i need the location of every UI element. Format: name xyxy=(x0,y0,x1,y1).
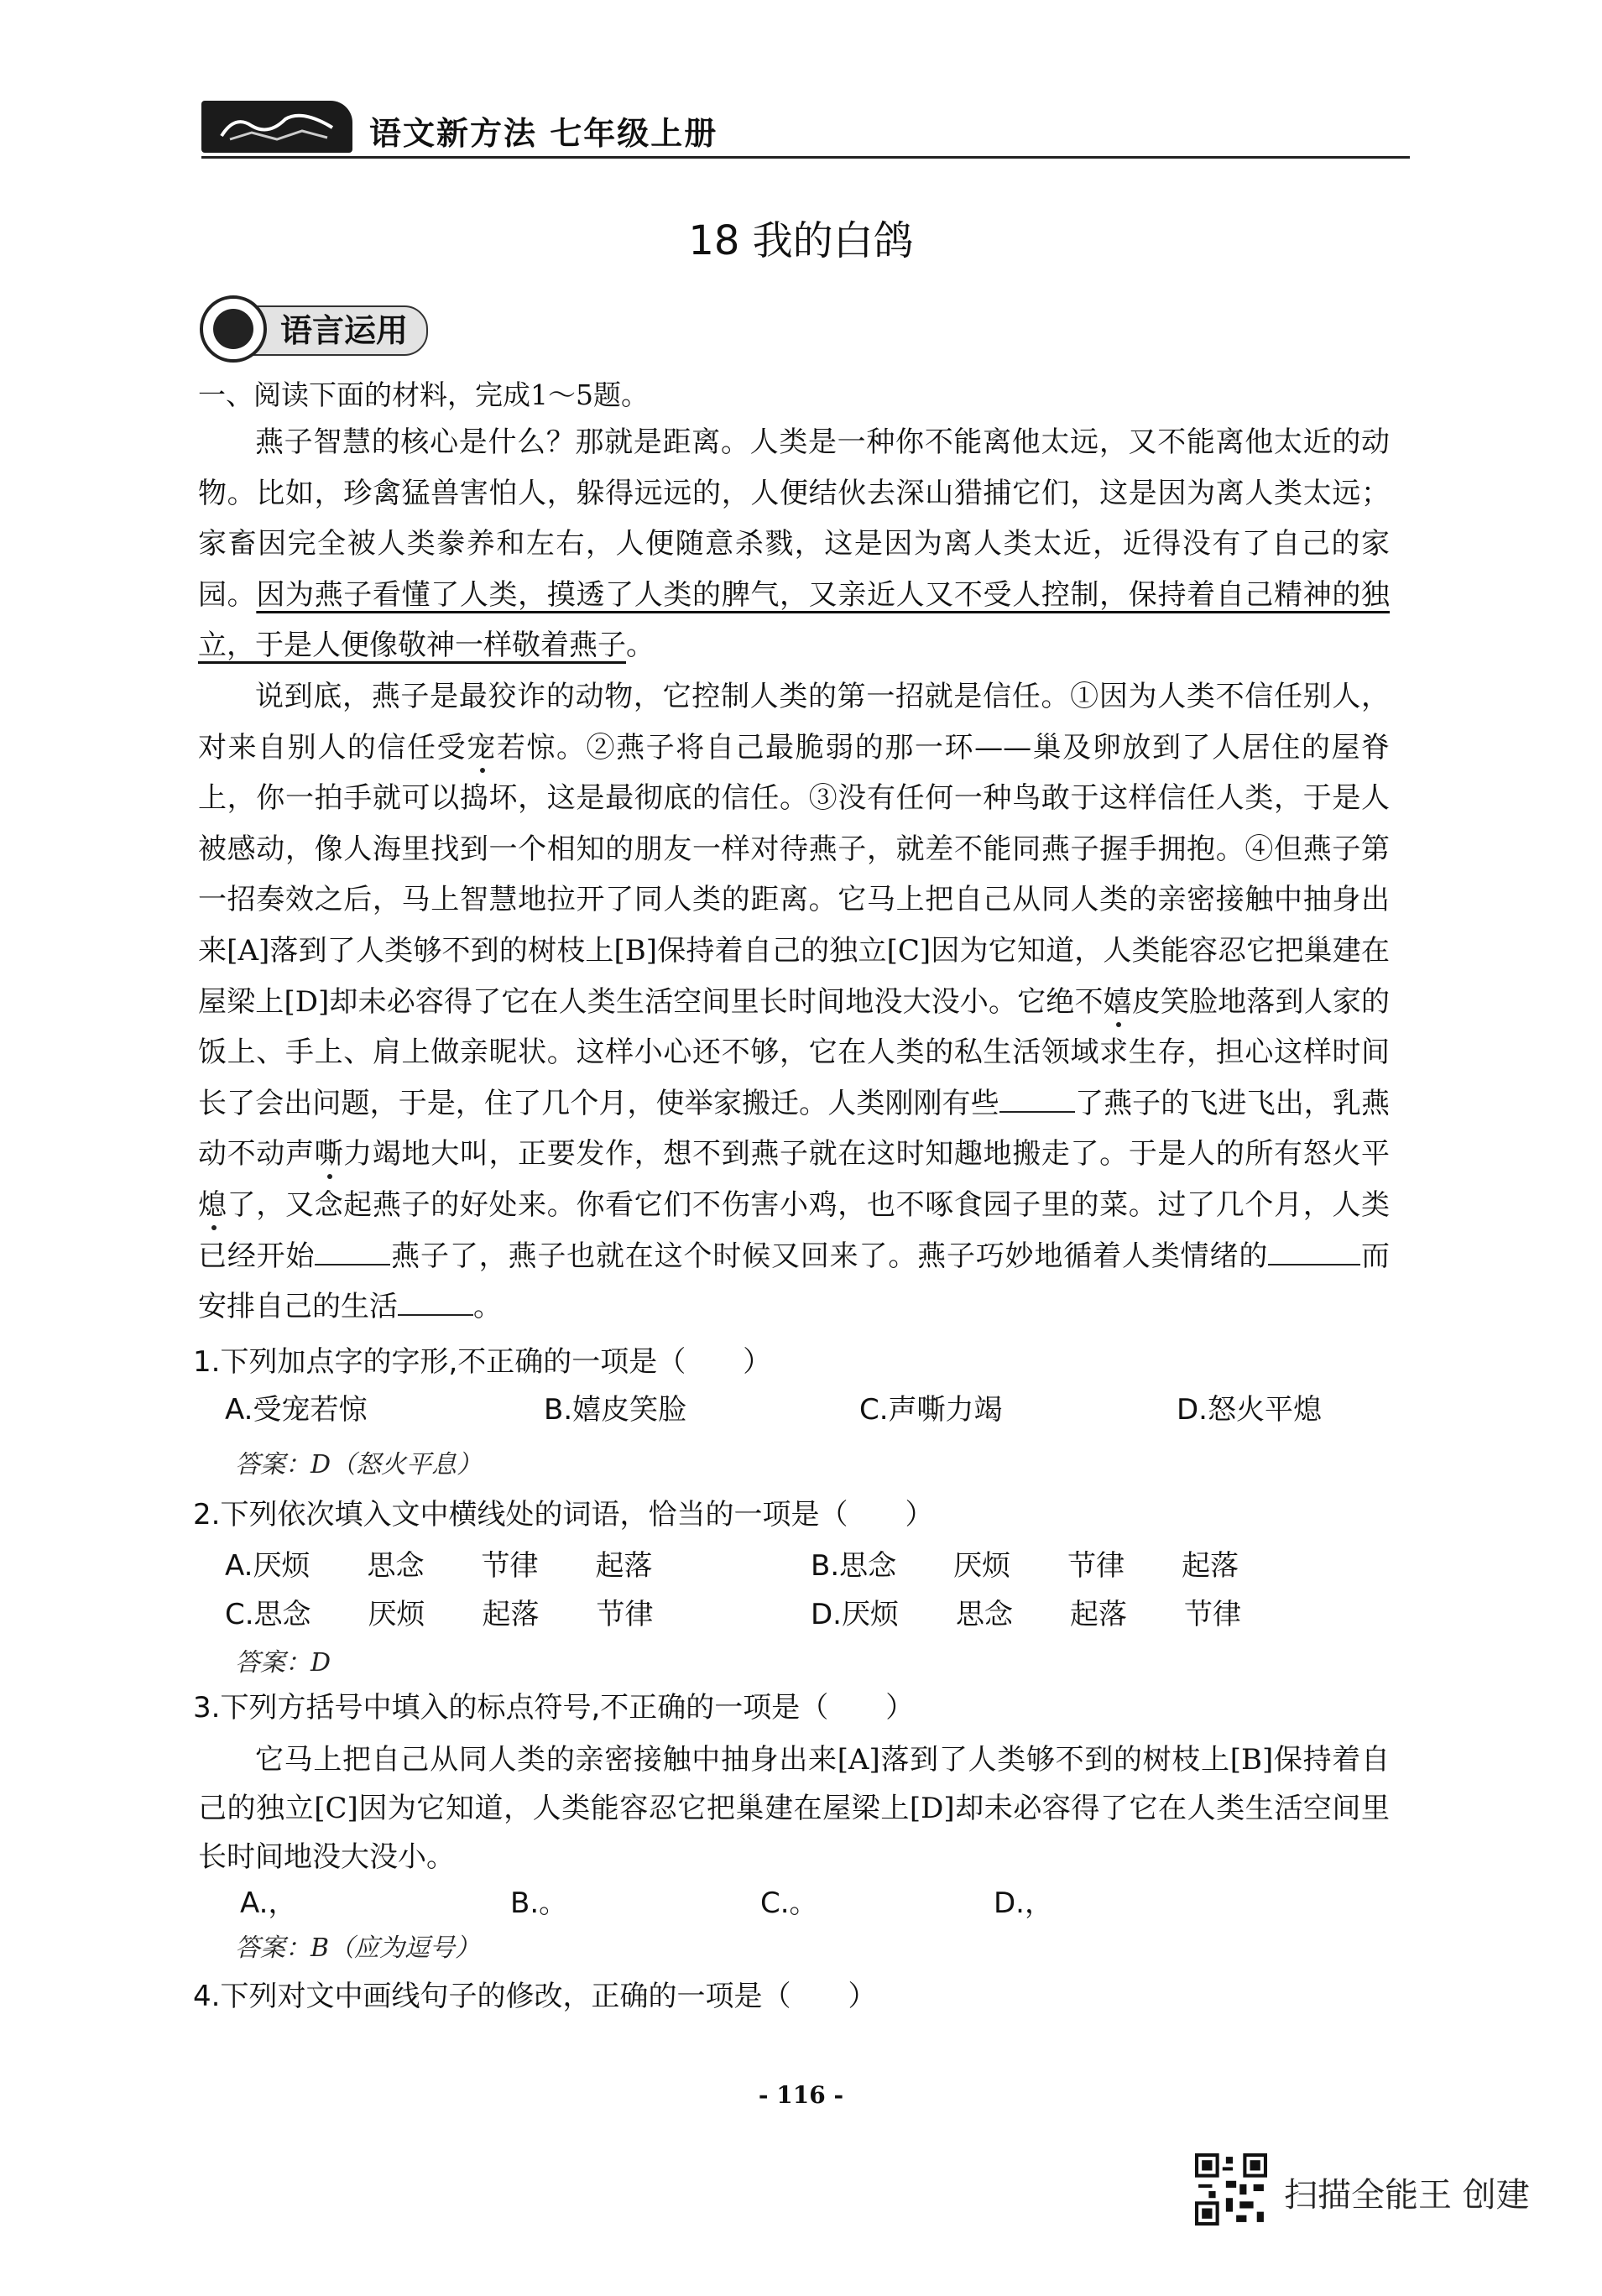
dotted-char: 嘶 xyxy=(314,1137,344,1171)
q3-quote: 它马上把自己从同人类的亲密接触中抽身出来[A]落到了人类够不到的树枝上[B]保持着自己的独立[C]因为它知道，人类能容忍它把巢建在屋梁上[D]却未必容得了它在人类生活空间里长时间地没大没小。 xyxy=(198,1743,1390,1874)
q1-answer: 答案：D（怒火平息） xyxy=(235,1450,483,1479)
q1-option-b: B.嬉皮笑脸 xyxy=(544,1393,687,1427)
q2-option-b: B.思念 厌烦 节律 起落 xyxy=(811,1549,1239,1583)
q3-option-d: D.， xyxy=(994,1886,1053,1920)
q1-option-d: D.怒火平熄 xyxy=(1177,1393,1322,1427)
q3-answer: 答案：B（应为逗号） xyxy=(235,1933,481,1963)
q3-option-c: C.。 xyxy=(760,1886,818,1920)
section-badge-icon xyxy=(200,295,267,363)
q3-option-a: A.， xyxy=(240,1886,297,1920)
blank-1 xyxy=(999,1086,1075,1113)
passage-paragraph-1: 燕子智慧的核心是什么？那就是距离。人类是一种你不能离他太远，又不能离他太近的动物。比如，珍禽猛兽害怕人，躲得远远的，人便结伙去深山猎捕它们，这是因为离人类太远；家畜因完全被人类豢养和左右，人便随意杀戮，这是因为离人类太近，近得没有了自己的家园。因为燕子看懂了人类，摸透了人类的脾气，又亲近人又不受人控制，保持着自己精神的独立，于是人便像敬神一样敬着燕子。 xyxy=(198,425,1391,663)
q3-option-b: B.。 xyxy=(510,1886,568,1920)
passage-paragraph-2: 说到底，燕子是最狡诈的动物，它控制人类的第一招就是信任。①因为人类不信任别人，对来自别人的信任受宠若惊。②燕子将自己最脆弱的那一环——巢及卵放到了人居住的屋脊上，你一拍手就可以捣坏，这是最彻底的信任。③没有任何一种鸟敢于这样信任人类，于是人被感动，像人海里找到一个相知的朋友一样对待燕子，就差不能同燕子握手拥抱。④但燕子第一招奏效之后，马上智慧地拉开了同人类的距离。它马上把自己从同人类的亲密接触中抽身出来[A]落到了人类够不到的树枝上[B]保持着自己的独立[C]因为它知道，人类能容忍它把巢建在屋梁上[D]却未必容得了它在人类生活空间里长时间地没大没小。它绝不嬉皮笑脸地落到人家的饭上、手上、肩上做亲昵状。这样小心还不够，它在人类的私生活领域求生存，担心这样时间长了会出问题，于是，住了几个月，使举家搬迁。人类刚刚有些 了燕子的飞进飞出，乳燕动不动声嘶力竭地大叫，正要发作，想不到燕子就在这时知趣地搬走了。于是人的所有怒火平熄了，又念起燕子的好处来。你看它们不伤害小鸡，也不啄食园子里的菜。过了几个月，人类已经开始 燕子了，燕子也就在这个时候又回来了。燕子巧妙地循着人类情绪的 而安排自己的生活 。 xyxy=(198,679,1391,1324)
header-rule xyxy=(201,156,1410,159)
underlined-sentence: 因为燕子看懂了人类，摸透了人类的脾气，又亲近人又不受人控制，保持着自己精神的独立，于是人便像敬神一样敬着燕子 xyxy=(198,577,1391,663)
question-3-stem: 3.下列方括号中填入的标点符号,不正确的一项是（ ） xyxy=(193,1691,915,1725)
dotted-char: 宠 xyxy=(467,730,497,764)
q2-answer: 答案：D xyxy=(235,1648,331,1678)
book-logo xyxy=(201,101,352,153)
q1-option-c: C.声嘶力竭 xyxy=(859,1393,1003,1427)
blank-4 xyxy=(398,1289,473,1316)
instruction: 一、阅读下面的材料，完成1～5题。 xyxy=(198,378,649,411)
question-2-stem: 2.下列依次填入文中横线处的词语，恰当的一项是（ ） xyxy=(193,1498,934,1532)
page-number: - 116 - xyxy=(758,2081,844,2109)
q2-option-d: D.厌烦 思念 起落 节律 xyxy=(811,1598,1241,1631)
lesson-title: 18 我的白鸽 xyxy=(688,217,914,264)
blank-3 xyxy=(1268,1239,1360,1265)
blank-2 xyxy=(315,1239,390,1265)
q1-option-a: A.受宠若惊 xyxy=(225,1393,368,1427)
watermark-text: 扫描全能王 创建 xyxy=(1284,2176,1530,2215)
dotted-char: 嬉 xyxy=(1103,984,1132,1019)
logo-icon xyxy=(218,111,336,144)
q2-option-a: A.厌烦 思念 节律 起落 xyxy=(225,1549,653,1583)
reading-passage xyxy=(198,417,1390,1333)
book-title: 语文新方法 七年级上册 xyxy=(369,115,718,152)
question-4-stem: 4.下列对文中画线句子的修改，正确的一项是（ ） xyxy=(193,1980,877,2013)
dotted-char: 熄 xyxy=(198,1187,227,1222)
question-1-stem: 1.下列加点字的字形,不正确的一项是（ ） xyxy=(193,1345,772,1379)
qr-code-icon xyxy=(1195,2153,1267,2226)
scanner-watermark xyxy=(1195,2153,1598,2229)
section-label: 语言运用 xyxy=(253,305,428,356)
section-heading xyxy=(200,295,451,363)
q2-option-c: C.思念 厌烦 起落 节律 xyxy=(225,1598,654,1631)
page-header xyxy=(201,101,1410,153)
